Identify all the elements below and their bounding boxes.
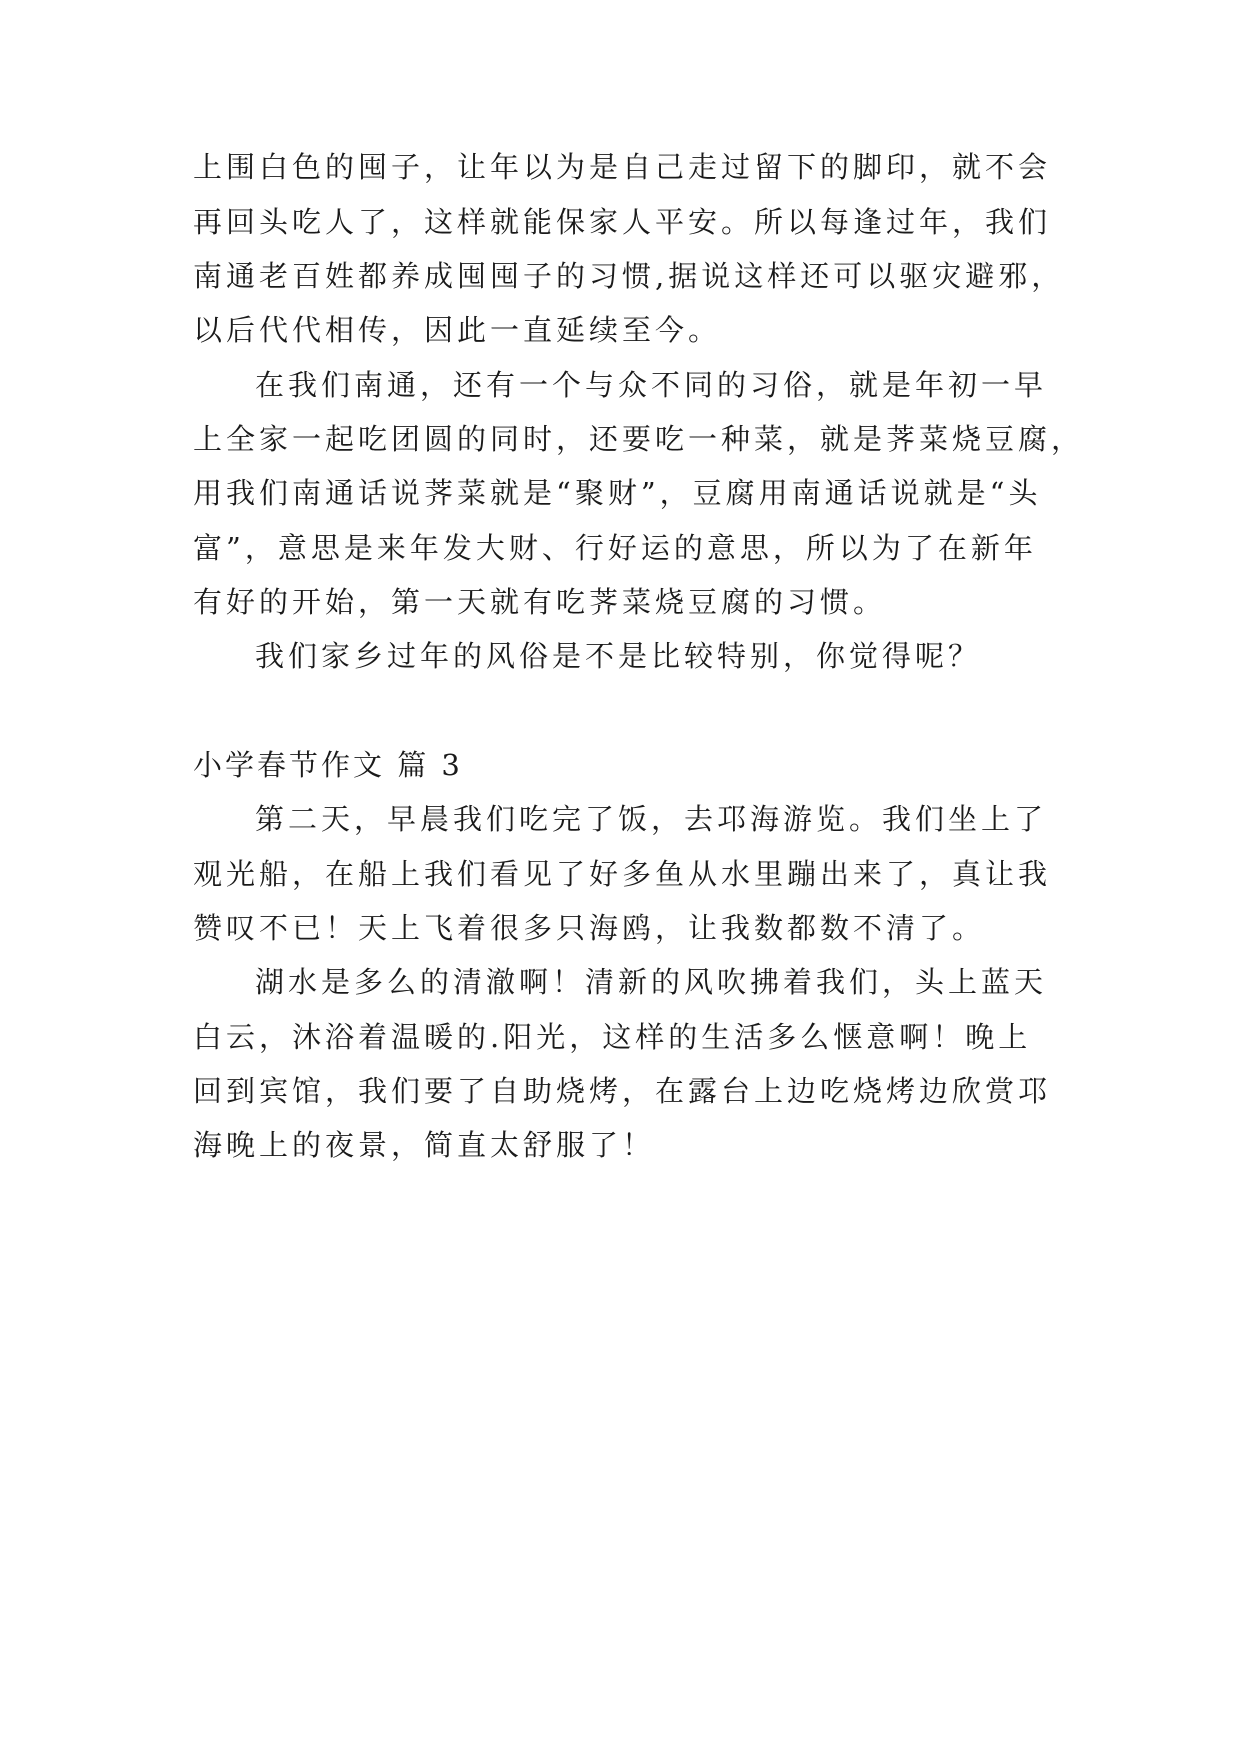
paragraph-line: 第二天，早晨我们吃完了饭，去邛海游览。我们坐上了 (255, 802, 1048, 836)
paragraph-line: 观光船，在船上我们看见了好多鱼从水里蹦出来了，真让我 (193, 857, 1052, 891)
paragraph-line: 上全家一起吃团圆的同时，还要吃一种菜，就是荠菜烧豆腐， (193, 422, 1085, 456)
paragraph-line: 我们家乡过年的风俗是不是比较特别，你觉得呢？ (255, 639, 982, 673)
paragraph-line: 以后代代相传，因此一直延续至今。 (193, 313, 722, 347)
paragraph-line: 海晚上的夜景，简直太舒服了！ (193, 1128, 656, 1162)
paragraph-line: 湖水是多么的清澈啊！清新的风吹拂着我们，头上蓝天 (255, 965, 1048, 999)
paragraph-line: 回到宾馆，我们要了自助烧烤，在露台上边吃烧烤边欣赏邛 (193, 1074, 1052, 1108)
paragraph-line: 再回头吃人了，这样就能保家人平安。所以每逢过年，我们 (193, 205, 1052, 239)
paragraph-line: 上围白色的囤子，让年以为是自己走过留下的脚印，就不会 (193, 150, 1052, 184)
section-heading: 小学春节作文 篇 3 (193, 748, 463, 782)
paragraph-line: 白云，沐浴着温暖的.阳光，这样的生活多么惬意啊！晚上 (193, 1020, 1032, 1054)
paragraph-line: 富”，意思是来年发大财、行好运的意思，所以为了在新年 (193, 531, 1037, 565)
paragraph-line: 南通老百姓都养成囤囤子的习惯,据说这样还可以驱灾避邪， (193, 259, 1065, 293)
paragraph-line: 有好的开始，第一天就有吃荠菜烧豆腐的习惯。 (193, 585, 887, 619)
paragraph-line: 在我们南通，还有一个与众不同的习俗，就是年初一早 (255, 368, 1048, 402)
paragraph-line: 赞叹不已！天上飞着很多只海鸥，让我数都数不清了。 (193, 911, 986, 945)
paragraph-line: 用我们南通话说荠菜就是“聚财”，豆腐用南通话说就是“头 (193, 476, 1042, 510)
